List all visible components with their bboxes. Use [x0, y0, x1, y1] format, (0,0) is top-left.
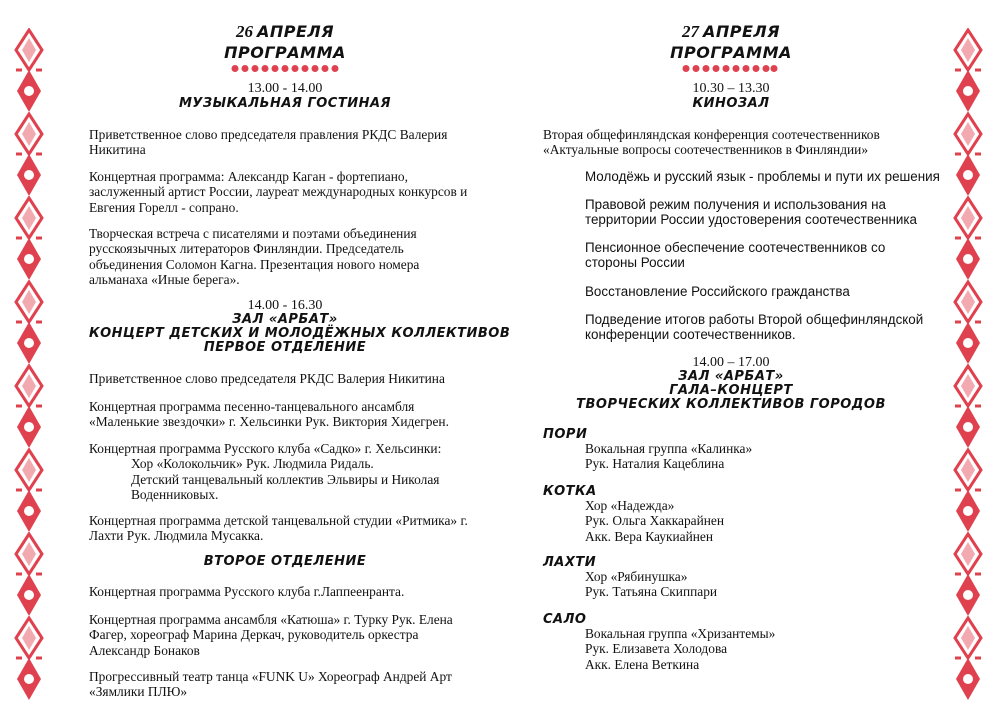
left-block2-time: 14.00 - 16.30	[247, 298, 323, 313]
right-block2-time: 14.00 – 17.00	[692, 355, 770, 370]
city-name-pori: ПОРИ	[543, 427, 588, 442]
right-program-title: ПРОГРАММА	[670, 43, 792, 62]
left-block1-item-2: Концертная программа: Александр Каган - фортепиано, заслуженный артист России, лауреат международных конкурсов и Евгения Горелл - сопрано.	[89, 169, 468, 215]
right-block1-venue: КИНОЗАЛ	[692, 96, 770, 111]
right-block2-title: ГАЛА–КОНЦЕРТ	[669, 383, 793, 398]
left-block2-item-6: Концертная программа ансамбля «Катюша» г. Турку Рук. Елена Фагер, хореограф Марина Деркач, руководитель оркестра Александр Бонаков	[89, 612, 453, 658]
left-date-heading	[89, 22, 481, 42]
left-block2-title: КОНЦЕРТ ДЕТСКИХ И МОЛОДЁЖНЫХ КОЛЛЕКТИВОВ	[89, 326, 511, 341]
left-block2-item-3-line-3: Детский танцевальный коллектив Эльвиры и Николая	[131, 471, 440, 487]
city-group-kotka	[585, 498, 925, 544]
city-name-lahti: ЛАХТИ	[543, 555, 597, 570]
left-block2-part1: ПЕРВОЕ ОТДЕЛЕНИЕ	[203, 340, 367, 355]
left-block2-item-4: Концертная программа детской танцевальной студии «Ритмика» г. Лахти Рук. Людмила Мусакка.	[89, 513, 468, 544]
right-date-heading	[543, 22, 919, 42]
left-title-underline-ornament	[230, 64, 340, 73]
city-group-salo	[585, 626, 925, 672]
city-group-lahti	[585, 569, 925, 600]
right-block1-intro: Вторая общефинляндская конференция соотечественников «Актуальные вопросы соотечественников в Финляндии»	[543, 127, 880, 158]
left-block2-item-3-line-4: Воденниковых.	[131, 486, 219, 502]
city-lahti-line-1: Хор «Рябинушка»	[585, 569, 688, 584]
city-kotka-line-2: Рук. Ольга Хаккарайнен	[585, 513, 725, 529]
right-date-month: АПРЕЛЯ	[702, 22, 781, 41]
city-pori-line-1: Вокальная группа «Калинка»	[585, 441, 753, 456]
left-block2-item-3	[89, 441, 481, 502]
left-block2-item-1: Приветственное слово председателя РКДС Валерия Никитина	[89, 371, 445, 386]
left-block1-item-1: Приветственное слово председателя правления РКДС Валерия Никитина	[89, 127, 448, 158]
left-date-month: АПРЕЛЯ	[256, 22, 335, 41]
left-program-title: ПРОГРАММА	[224, 43, 346, 62]
right-block2-hall: ЗАЛ «АРБАТ»	[678, 369, 784, 384]
left-block2-part2: ВТОРОЕ ОТДЕЛЕНИЕ	[203, 554, 367, 569]
right-topic-3: Пенсионное обеспечение соотечественников со стороны России	[585, 240, 886, 271]
right-block2-subtitle: ТВОРЧЕСКИХ КОЛЛЕКТИВОВ ГОРОДОВ	[576, 397, 886, 412]
left-block2-hall: ЗАЛ «АРБАТ»	[232, 312, 338, 327]
left-block2-item-5: Концертная программа Русского клуба г.Лаппеенранта.	[89, 584, 405, 599]
left-block1-venue: МУЗЫКАЛЬНАЯ ГОСТИНАЯ	[178, 96, 392, 111]
right-title-underline-ornament	[681, 64, 779, 73]
right-ornament-border	[953, 28, 983, 700]
right-block1-time: 10.30 – 13.30	[692, 81, 770, 96]
left-block1-item-3: Творческая встреча с писателями и поэтами объединения русскоязычных литераторов Финляндии. Председатель объединения Соломон Кагна. Презентация нового номера альманаха «Иные берега».	[89, 226, 420, 287]
left-date-number: 26	[235, 22, 253, 41]
city-name-kotka: КОТКА	[543, 484, 597, 499]
city-lahti-line-2: Рук. Татьяна Скиппари	[585, 584, 718, 600]
left-block2-item-2: Концертная программа песенно-танцевального ансамбля «Маленькие звездочки» г. Хельсинки Рук. Виктория Хидегрен.	[89, 399, 449, 430]
right-topic-4: Восстановление Российского гражданства	[585, 284, 850, 299]
left-block2-item-3-line-1: Концертная программа Русского клуба «Садко» г. Хельсинки:	[89, 441, 442, 456]
right-topic-1: Молодёжь и русский язык - проблемы и пути их решения	[585, 169, 940, 184]
city-name-salo: САЛО	[543, 612, 587, 627]
city-salo-line-2: Рук. Елизавета Холодова	[585, 641, 728, 657]
right-date-number: 27	[681, 22, 699, 41]
left-block2-item-7: Прогрессивный театр танца «FUNK U» Хореограф Андрей Арт «Зямлики ПЛЮ»	[89, 669, 452, 700]
right-topic-2: Правовой режим получения и использования на территории России удостоверения соотечественника	[585, 197, 917, 228]
left-block1-time: 13.00 - 14.00	[247, 81, 323, 96]
left-ornament-border	[14, 28, 44, 700]
city-kotka-line-1: Хор «Надежда»	[585, 498, 675, 513]
left-block2-item-3-line-2: Хор «Колокольчик» Рук. Людмила Ридаль.	[131, 456, 374, 472]
city-salo-line-3: Акк. Елена Веткина	[585, 656, 700, 672]
city-pori-line-2: Рук. Наталия Кацеблина	[585, 456, 725, 472]
right-topic-5: Подведение итогов работы Второй общефинляндской конференции соотечественников.	[585, 312, 924, 343]
city-group-pori	[585, 441, 925, 472]
city-kotka-line-3: Акк. Вера Каукиайнен	[585, 528, 714, 544]
city-salo-line-1: Вокальная группа «Хризантемы»	[585, 626, 776, 641]
